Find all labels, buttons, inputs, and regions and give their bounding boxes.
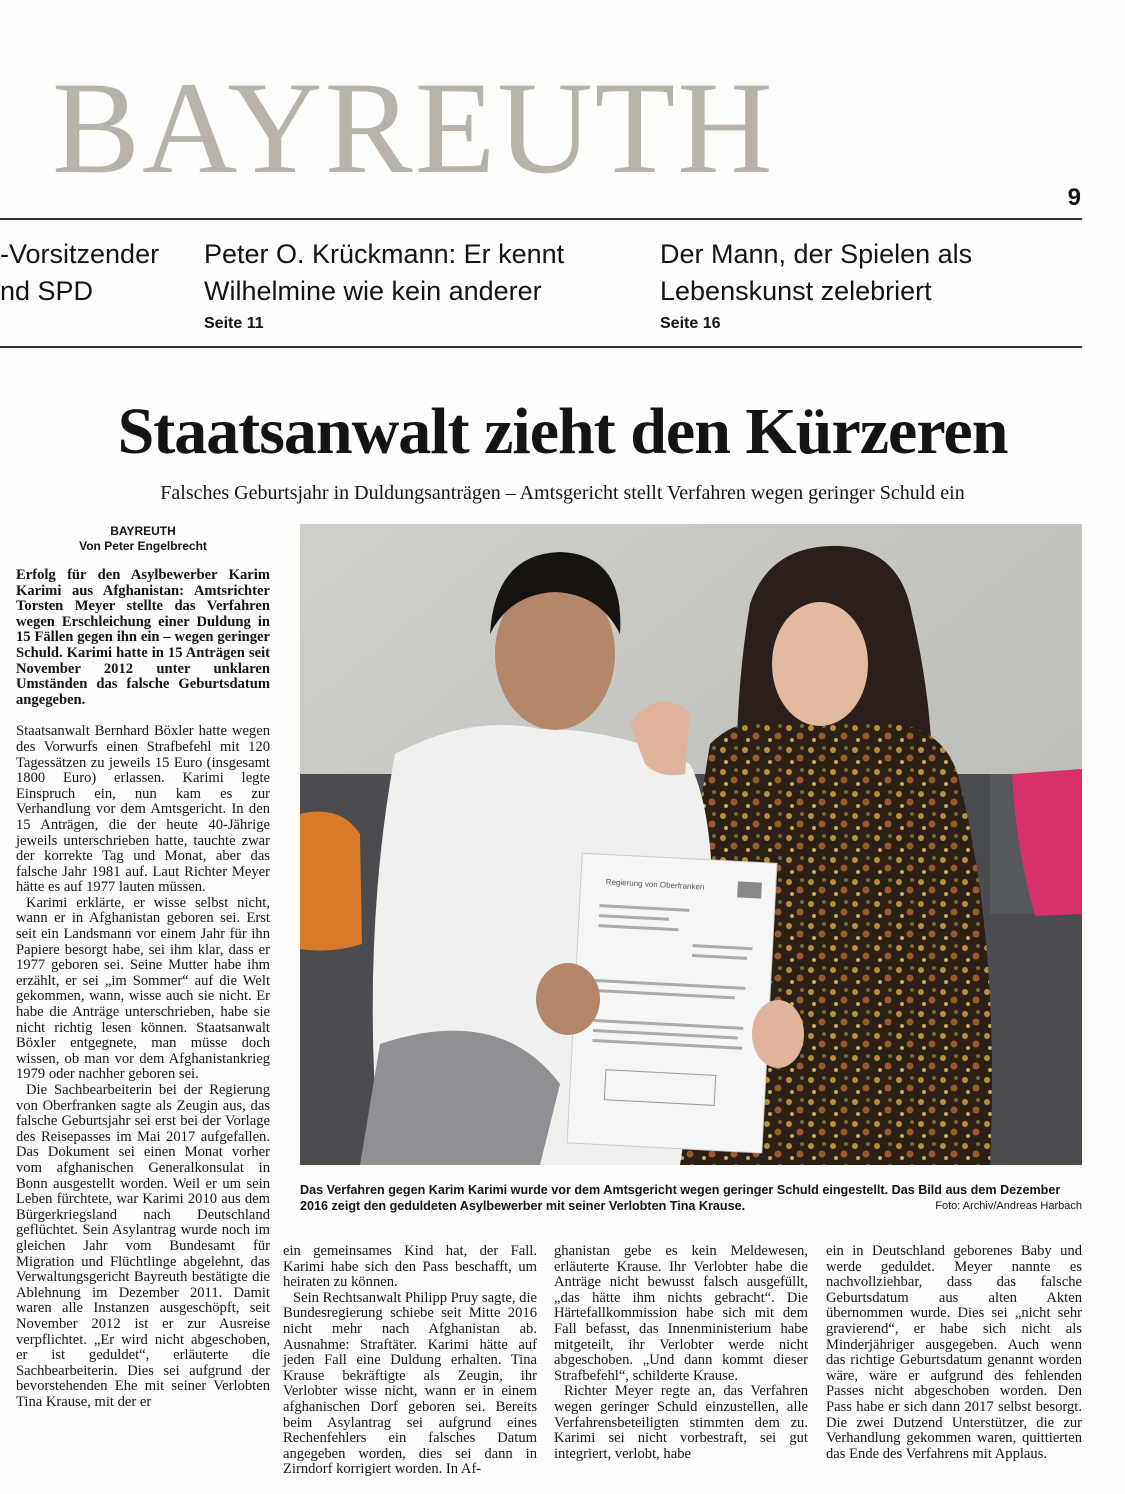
dateline-author: Von Peter Engelbrecht	[79, 539, 207, 553]
teaser-2[interactable]	[204, 236, 644, 334]
body-paragraph: ein gemeinsames Kind hat, der Fall. Karimi habe sich den Pass beschafft, um heiraten zu können.	[283, 1243, 537, 1291]
article-photo	[300, 524, 1082, 1165]
article-column-2	[283, 1244, 537, 1478]
article-column-3	[554, 1244, 808, 1462]
teaser-3-line1: Der Mann, der Spielen als	[660, 239, 973, 269]
teaser-1[interactable]	[0, 236, 190, 310]
body-paragraph: Karimi erklärte, er wisse selbst nicht, wann er in Afghanistan geboren sei. Erst seit ein Landsmann vor einem Jahr für ihn Papiere besorgt habe, sei ihm klar, dass er 1977 geboren sei. Seine Mutter habe ihm erzählt, er sei „im Sommer“ auf die Welt gekommen, wann, wisse auch sie nicht. Er habe die Anträge unterschrieben, habe sie nicht richtig lesen können. Staatsanwalt Böxler entgegnete, man müsse doch wissen, ob man vor dem Afghanistankrieg 1979 oder nachher geboren sei.	[16, 894, 270, 1083]
teaser-3-line2: Lebenskunst zelebriert	[660, 276, 932, 306]
body-paragraph: Die Sachbearbeiterin bei der Regierung von Oberfranken sagte als Zeugin aus, das falsche Geburtsjahr sei erst bei der Vorlage des Reisepasses im Mai 2017 aufgefallen. Das Dokument sei einen Monat vorher vom afghanischen Generalkonsulat in Bonn ausgestellt worden. Weil er um sein Leben fürchtete, war Karimi 2010 aus dem Bürgerkriegsland nach Deutschland geflüchtet. Sein Asylantrag wurde noch im gleichen Jahr vom Bundesamt für Migration und Flüchtlinge abgelehnt, das Verwaltungsgericht Bayreuth bestätigte die Ablehnung im Dezember 2011. Damit waren alle Instanzen ausgeschöpft, seit November 2012 ist er zur Ausreise verpflichtet. „Er wird nicht abgeschoben, er ist geduldet“, erläuterte die Sachbearbeiterin. Dies sei aufgrund der bevorstehenden Ehe mit seiner Verlobten Tina Krause, mit der er	[16, 1082, 270, 1410]
teaser-1-line2: nd SPD	[0, 276, 94, 306]
couple-photo-illustration	[300, 524, 1082, 1165]
body-paragraph: Sein Rechtsanwalt Philipp Pruy sagte, die Bundesregierung schiebe seit Mitte 2016 nicht mehr nach Afghanistan ab. Ausnahme: Straftäter. Karimi hätte auf jeden Fall eine Duldung erhalten. Tina Krause bekräftigte als Zeugin, ihr Verlobter wisse nicht, wann er in einem afghanischen Dorf geboren sei. Bereits beim Asylantrag sei aufgrund eines Rechenfehlers ein falsches Datum angegeben worden, dies sei dann in Zirndorf korrigiert worden. In Af-	[283, 1289, 538, 1478]
teaser-3-page: Seite 16	[660, 315, 721, 332]
top-rule	[0, 218, 1082, 220]
teaser-2-line1: Peter O. Krückmann: Er kennt	[204, 239, 565, 269]
teaser-bottom-rule	[0, 346, 1082, 348]
teaser-3[interactable]	[660, 236, 1080, 334]
teaser-2-page: Seite 11	[204, 315, 264, 332]
dateline-place: BAYREUTH	[110, 524, 176, 538]
body-paragraph: ein in Deutschland geborenes Baby und werde geduldet. Meyer nannte es nachvollziehbar, dass das falsche Geburtsdatum aus alten Akten übernommen wurde. Dies sei „nicht sehr gravierend“, er habe sich nicht als Minderjähriger ausgegeben. Auch wenn das richtige Geburtsdatum genannt worden wäre, wäre er aufgrund des fehlenden Passes nicht abgeschoben worden. Den Pass habe er sich dann 2017 selbst besorgt. Die zwei Dutzend Unterstützer, die zur Verhandlung gekommen waren, quittierten das Ende des Verfahrens mit Applaus.	[826, 1243, 1082, 1462]
teaser-2-line2: Wilhelmine wie kein anderer	[204, 276, 542, 306]
body-paragraph: ghanistan gebe es kein Meldewesen, erläuterte Krause. Ihr Verlobter habe die Anträge nicht bewusst falsch ausgefüllt, „das hätte ihm nichts gebracht“. Die Härtefallkommission habe sich mit dem Fall befasst, das Innenministerium habe mitgeteilt, ihr Verlobter werde nicht abgeschoben. „Und dann kommt dieser Strafbefehl“, schilderte Krause.	[554, 1243, 808, 1384]
article-column-1	[16, 524, 270, 1410]
subheadline: Falsches Geburtsjahr in Duldungsanträgen – Amtsgericht stellt Verfahren wegen geringer Schuld ein	[160, 482, 965, 504]
lead-paragraph: Erfolg für den Asylbewerber Karim Karimi aus Afghanistan: Amtsrichter Torsten Meyer stellte das Verfahren wegen Erschleichung einer Duldung in 15 Fällen gegen ihn ein – wegen geringer Schuld. Karimi hatte in 15 Anträgen seit November 2012 unter unklaren Umständen das falsche Geburtsdatum angegeben.	[16, 567, 270, 708]
teaser-1-line1: -Vorsitzender	[0, 239, 160, 269]
document-header: Regierung von Oberfranken	[605, 877, 705, 892]
headline: Staatsanwalt zieht den Kürzeren	[117, 395, 1008, 468]
masthead: BAYREUTH	[52, 54, 775, 201]
body-paragraph: Richter Meyer regte an, das Verfahren wegen geringer Schuld einzustellen, alle Verfahrensbeteiligten stimmten dem zu. Karimi sei nicht vorbestraft, sei gut integriert, verlobt, habe	[554, 1383, 808, 1462]
page-number: 9	[1067, 184, 1081, 211]
photo-credit: Foto: Archiv/Andreas Harbach	[935, 1200, 1082, 1212]
photo-caption	[300, 1182, 1082, 1214]
caption-text: Das Verfahren gegen Karim Karimi wurde vor dem Amtsgericht wegen geringer Schuld eingestellt. Das Bild aus dem Dezember 2016 zeigt den geduldeten Asylbewerber mit seiner Verlobten Tina Krause.	[300, 1183, 1061, 1213]
article-column-4	[826, 1244, 1082, 1462]
body-paragraph: Staatsanwalt Bernhard Böxler hatte wegen des Vorwurfs einen Strafbefehl mit 120 Tagessätzen zu jeweils 15 Euro (insgesamt 1800 Euro) erlassen. Karimi legte Einspruch ein, nun kam es zur Verhandlung vor dem Amtsgericht. In den 15 Anträgen, die der heute 40-Jährige jeweils unterschrieben hatte, tauchte zwar der korrekte Tag und Monat, aber das falsche Jahr 1981 auf. Laut Richter Meyer hätte es auf 1977 lauten müssen.	[16, 723, 270, 896]
